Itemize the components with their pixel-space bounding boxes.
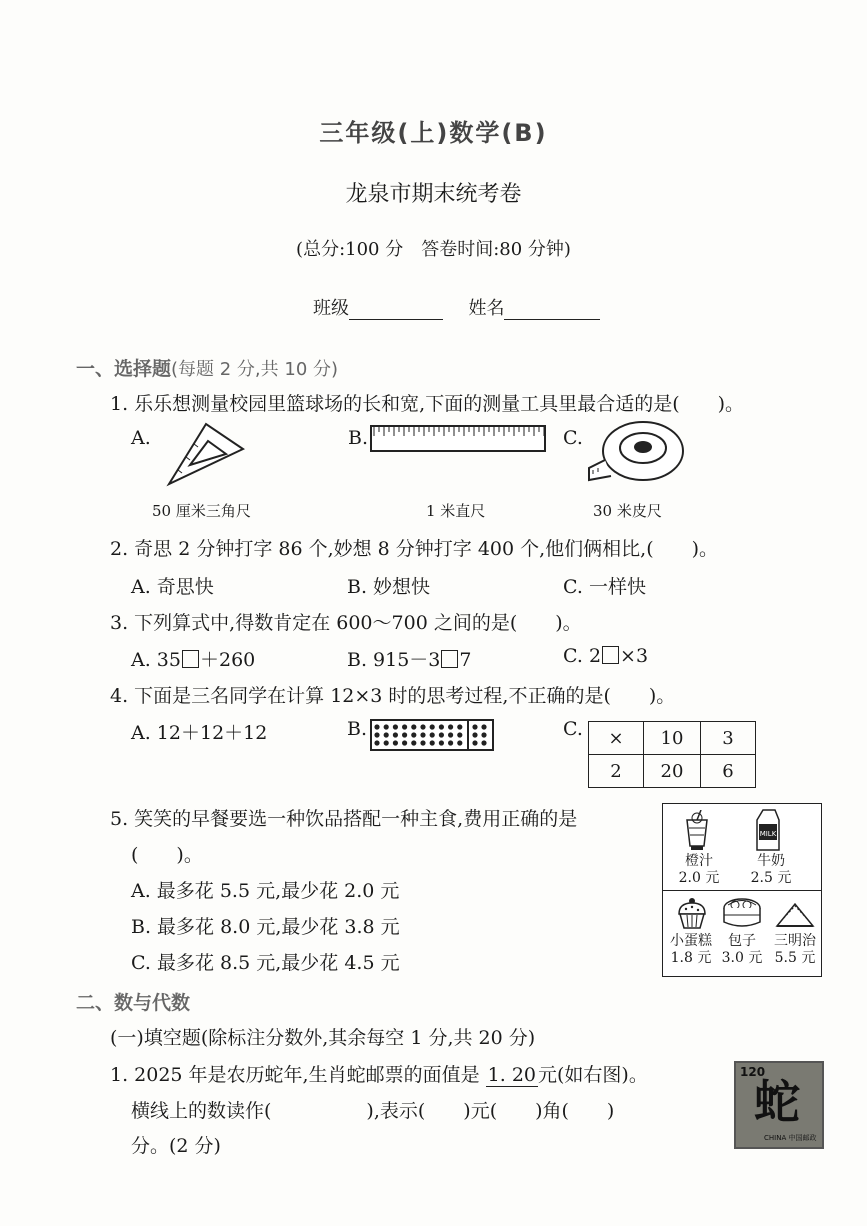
array-dot [374, 732, 379, 737]
blank-box [441, 650, 458, 668]
steamer-bun-icon [719, 896, 765, 930]
stamp-country: CHINA 中国邮政 [764, 1134, 817, 1142]
array-dot [430, 740, 435, 745]
array-dot [393, 740, 398, 745]
s2-q1-text: 1. 2025 年是农历蛇年,生肖蛇邮票的面值是 [110, 1064, 480, 1086]
array-dot [472, 740, 477, 745]
array-dot [411, 732, 416, 737]
q2-option-c[interactable]: C. 一样快 [563, 576, 646, 598]
q1-option-c-label: C. [563, 427, 583, 449]
array-dot [448, 724, 453, 729]
array-dot [420, 740, 425, 745]
s2-q1-text-post: 元(如右图)。 [538, 1064, 648, 1086]
food-price: 3.0 元 [721, 950, 763, 966]
stamp-value-underlined: 1. 20 [487, 1064, 537, 1086]
blank-box [182, 650, 199, 668]
array-dot [439, 740, 444, 745]
q1-caption-b: 1 米直尺 [426, 502, 486, 520]
array-dot [402, 740, 407, 745]
snake-stamp [734, 1061, 824, 1149]
food-name: 小蛋糕 [670, 933, 712, 949]
q1-option-a-label: A. [131, 427, 151, 449]
q3-c-post: ×3 [620, 645, 649, 667]
array-dot [384, 724, 389, 729]
multiplication-grid [588, 721, 756, 788]
student-fields [313, 294, 600, 320]
array-dot [374, 724, 379, 729]
array-dot [384, 740, 389, 745]
array-dot [472, 724, 477, 729]
q3-a-post: ＋260 [199, 649, 256, 671]
q3-option-c[interactable] [563, 645, 648, 667]
grid-cell: × [589, 722, 644, 755]
page-title: 三年级(上)数学(B) [319, 119, 548, 147]
triangle-ruler-icon [166, 421, 246, 487]
array-dot [430, 724, 435, 729]
food-price: 5.5 元 [774, 950, 816, 966]
section-2-subheading: (一)填空题(除标注分数外,其余每空 1 分,共 20 分) [110, 1027, 536, 1049]
q2-stem: 2. 奇思 2 分钟打字 86 个,妙想 8 分钟打字 400 个,他们俩相比,( )。 [110, 538, 719, 560]
exam-subtitle: 龙泉市期末统考卷 [345, 182, 522, 207]
s2-q1-line1 [110, 1060, 648, 1087]
menu-divider [663, 890, 821, 891]
q1-option-b-label: B. [348, 427, 369, 449]
array-dot [439, 732, 444, 737]
grid-cell: 3 [701, 722, 756, 755]
q3-stem: 3. 下列算式中,得数肯定在 600～700 之间的是( )。 [110, 612, 582, 634]
dot-array-icon [370, 719, 494, 751]
name-blank[interactable] [504, 319, 600, 320]
array-dot [481, 724, 486, 729]
q3-c-pre: C. 2 [563, 645, 602, 667]
grid-cell: 6 [701, 755, 756, 788]
array-dot [420, 732, 425, 737]
grid-cell: 2 [589, 755, 644, 788]
section-2-heading: 二、数与代数 [76, 992, 191, 1014]
food-price: 1.8 元 [670, 950, 712, 966]
class-label: 班级 [313, 298, 349, 319]
q3-b-post: 7 [459, 649, 472, 671]
straight-ruler-icon [370, 425, 547, 453]
array-dot [457, 732, 462, 737]
grid-cell: 20 [644, 755, 701, 788]
q3-b-pre: B. 915－3 [347, 649, 441, 671]
s2-q1-line3: 分。(2 分) [131, 1135, 221, 1157]
q4-option-a[interactable]: A. 12＋12＋12 [131, 722, 268, 744]
q5-option-c[interactable]: C. 最多花 8.5 元,最少花 4.5 元 [131, 952, 400, 974]
array-dot [448, 732, 453, 737]
array-dot [430, 732, 435, 737]
q2-option-b[interactable]: B. 妙想快 [347, 576, 431, 598]
array-dot [393, 724, 398, 729]
array-dot [393, 732, 398, 737]
drink-price: 2.0 元 [678, 870, 720, 886]
milk-carton-icon [753, 808, 783, 852]
array-dot [472, 732, 477, 737]
array-dot [374, 740, 379, 745]
section-1-heading [76, 354, 338, 381]
stamp-denomination: 120 [740, 1065, 766, 1079]
food-name: 包子 [728, 933, 756, 949]
q4-stem: 4. 下面是三名同学在计算 12×3 时的思考过程,不正确的是( )。 [110, 685, 676, 707]
array-dot [402, 732, 407, 737]
q5-option-a[interactable]: A. 最多花 5.5 元,最少花 2.0 元 [131, 880, 400, 902]
q5-stem: 5. 笑笑的早餐要选一种饮品搭配一种主食,费用正确的是 [110, 808, 578, 830]
array-dot [384, 732, 389, 737]
exam-info: (总分:100 分 答卷时间:80 分钟) [296, 239, 571, 260]
array-dot [448, 740, 453, 745]
q4-option-c-label[interactable]: C. [563, 718, 583, 740]
array-dot [481, 740, 486, 745]
breakfast-menu [662, 803, 822, 977]
blank-box [602, 646, 619, 664]
s2-q1-line2: 横线上的数读作( ),表示( )元( )角( ) [131, 1100, 615, 1122]
q3-a-pre: A. 35 [131, 649, 181, 671]
array-dot [457, 740, 462, 745]
array-dot [411, 740, 416, 745]
drink-name: 牛奶 [757, 853, 785, 869]
food-name: 三明治 [774, 933, 816, 949]
class-blank[interactable] [349, 319, 443, 320]
grid-cell: 10 [644, 722, 701, 755]
juice-icon [681, 810, 713, 852]
q1-stem: 1. 乐乐想测量校园里篮球场的长和宽,下面的测量工具里最合适的是( )。 [110, 393, 745, 415]
array-dot [411, 724, 416, 729]
array-dot [439, 724, 444, 729]
sandwich-icon [775, 902, 815, 930]
milk-logo: MILK [759, 830, 777, 838]
tape-measure-icon [585, 418, 687, 490]
q5-paren: ( )。 [131, 844, 203, 866]
stamp-snake-glyph: 蛇 [754, 1075, 800, 1129]
q5-option-b[interactable]: B. 最多花 8.0 元,最少花 3.8 元 [131, 916, 400, 938]
drink-name: 橙汁 [685, 853, 713, 869]
q2-option-a[interactable]: A. 奇思快 [131, 576, 214, 598]
array-dot [420, 724, 425, 729]
array-dot [457, 724, 462, 729]
q3-option-a[interactable] [131, 645, 255, 672]
array-dot [481, 732, 486, 737]
name-label: 姓名 [468, 298, 505, 319]
section-1-title: 一、选择题 [76, 358, 172, 380]
array-dot [402, 724, 407, 729]
q1-caption-c: 30 米皮尺 [593, 502, 662, 520]
q3-option-b[interactable] [347, 645, 472, 672]
q1-caption-a: 50 厘米三角尺 [152, 502, 251, 520]
section-1-note: (每题 2 分,共 10 分) [171, 359, 339, 380]
cupcake-icon [675, 896, 709, 930]
q4-option-b-label[interactable]: B. [347, 718, 368, 740]
drink-price: 2.5 元 [750, 870, 792, 886]
